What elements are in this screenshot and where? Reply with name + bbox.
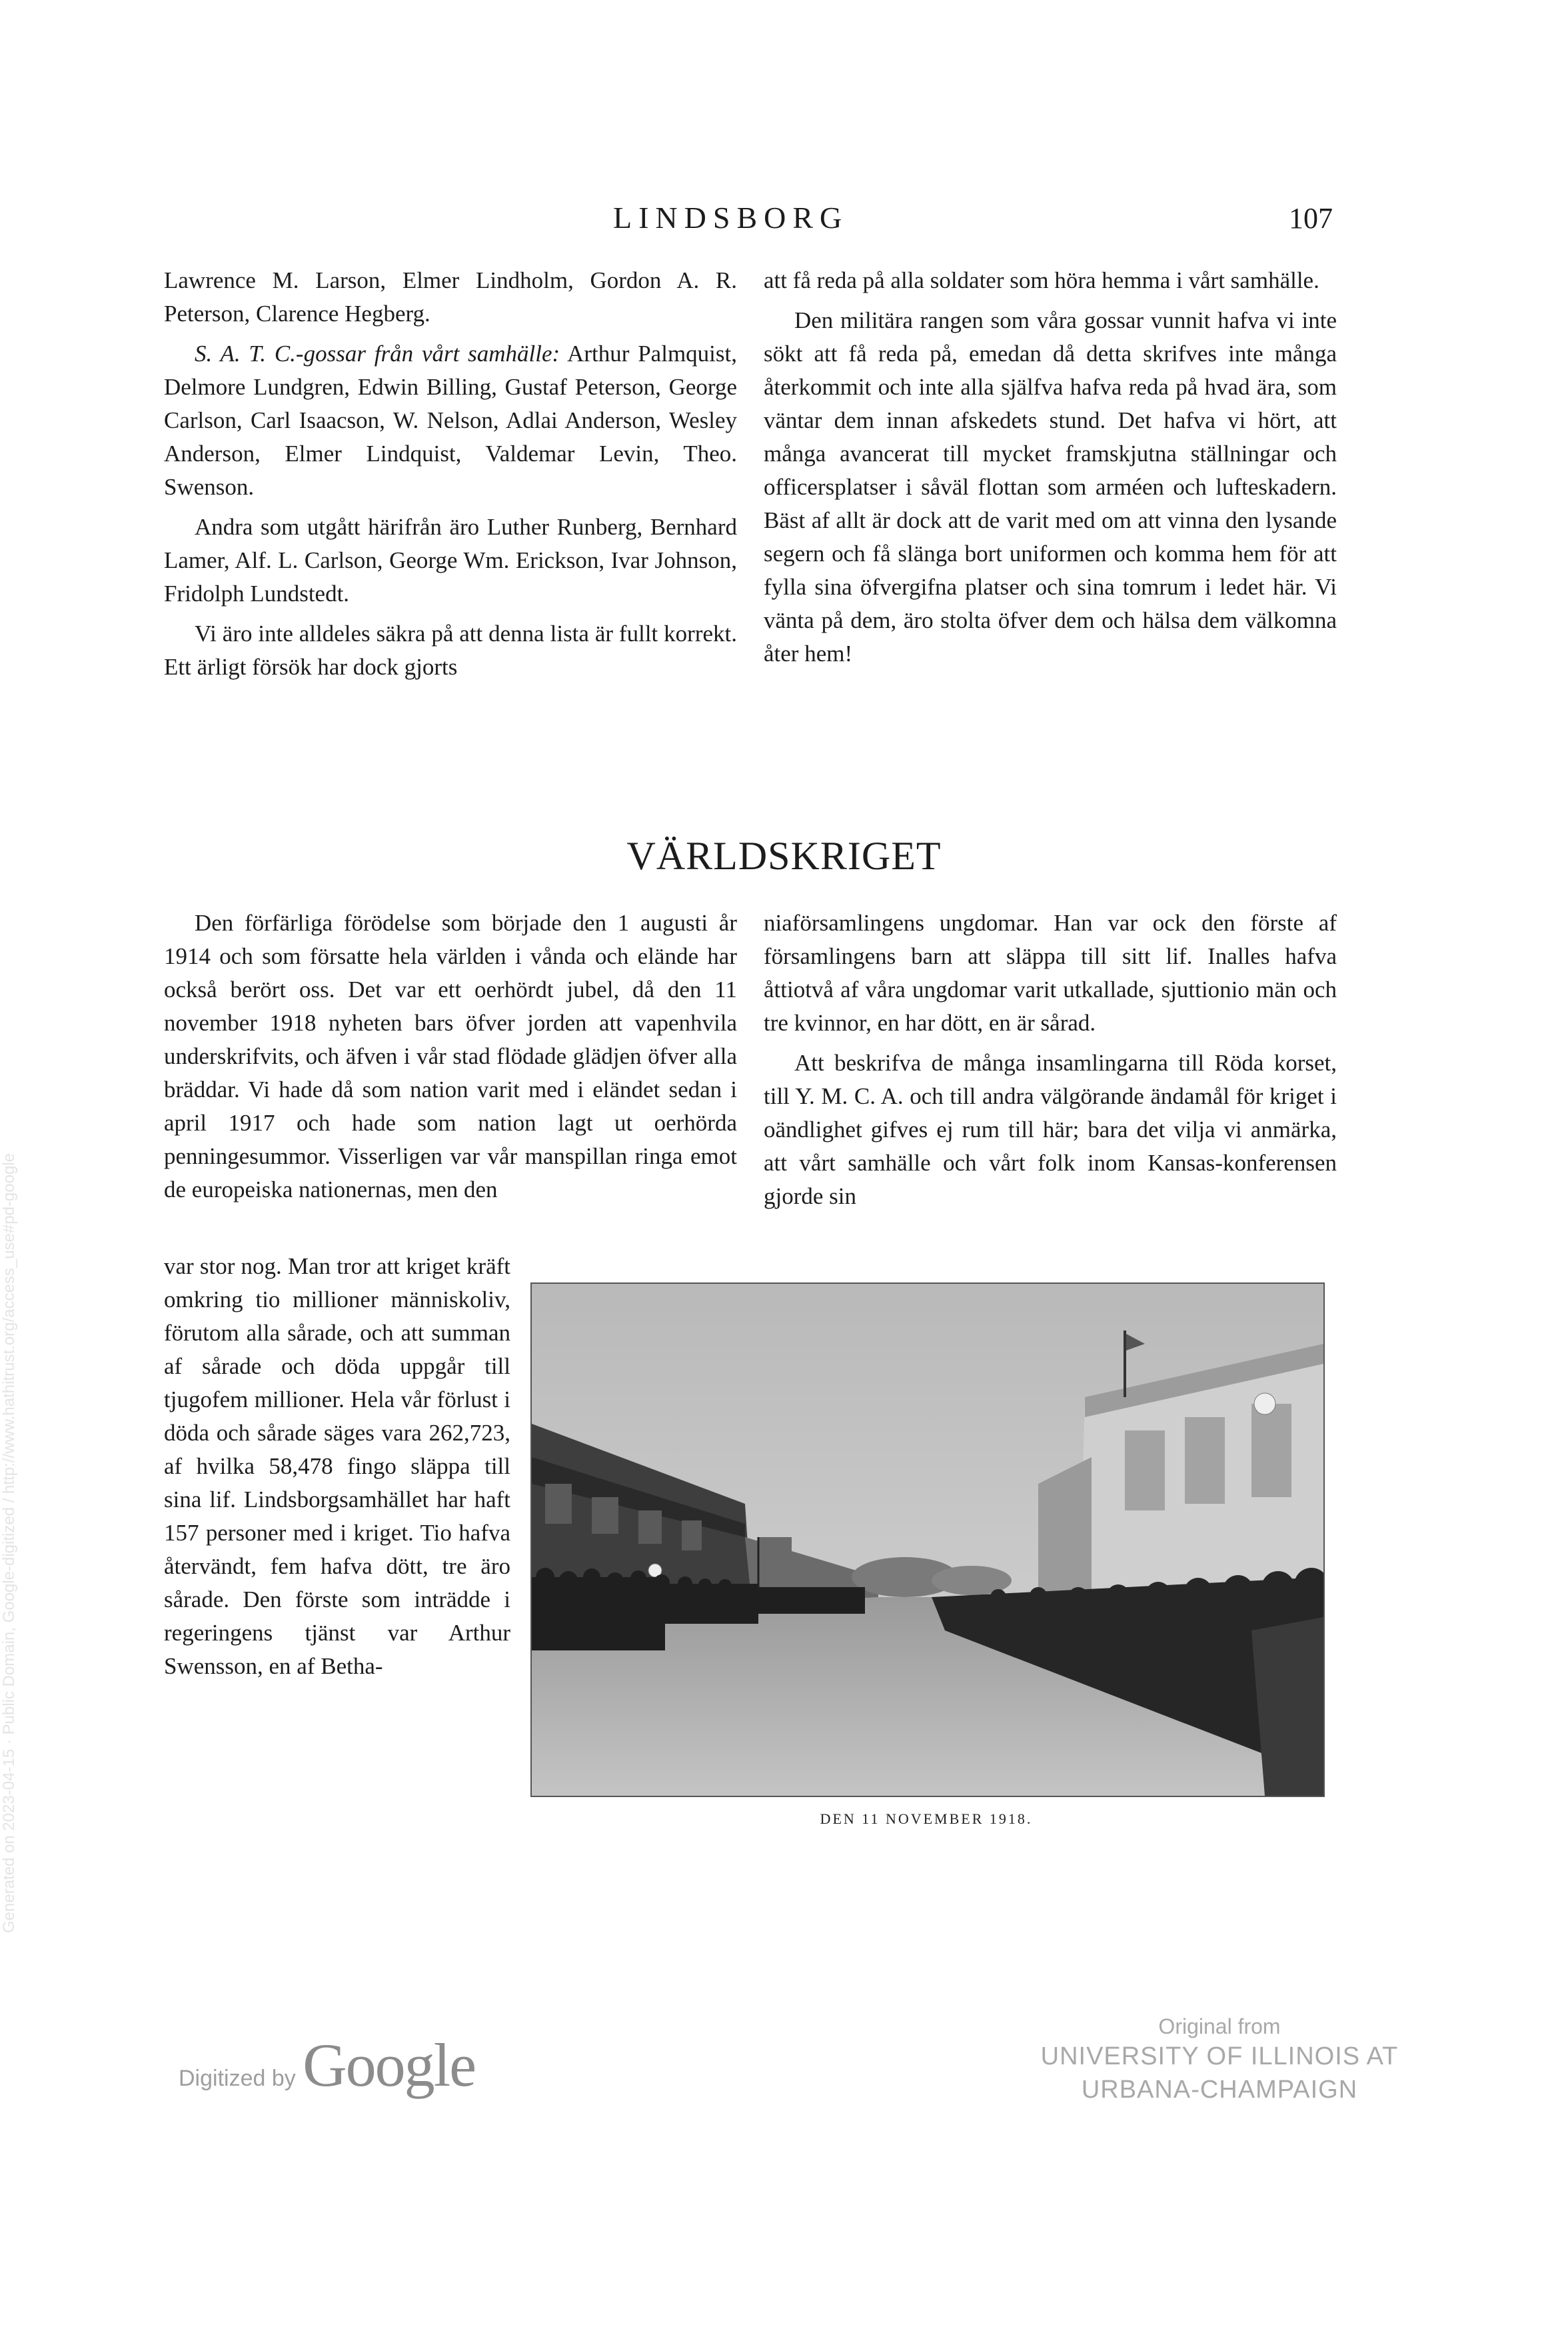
top-right-column	[764, 264, 1337, 671]
section-title: VÄRLDSKRIGET	[626, 834, 942, 878]
running-header	[0, 200, 1568, 240]
digitized-by-mark	[179, 2030, 476, 2099]
top-left-column	[164, 264, 737, 684]
paragraph: Vi äro inte alldeles säkra på att denna lista är fullt korrekt. Ett ärligt försök har dock gjorts	[164, 621, 737, 680]
running-title: LINDSBORG	[613, 201, 849, 235]
original-from-text: Original from	[1158, 2014, 1281, 2038]
paragraph: var stor nog. Man tror att kriget kräft omkring tio millioner människoliv, förutom alla sårade, och att summan af sårade och döda uppgår till tjugofem millioner. Hela vår förlust i döda och sårade säges vara 262,723, af hvilka 58,478 fingo släppa till sina lif. Lindsborgsamhället har haft 157 personer med i kriget. Tio hafva återvändt, fem hafva dött, tre äro sårade. Den förste som inträdde i regeringens tjänst var Arthur Swensson, en af Betha-	[164, 1253, 510, 1679]
library-attribution	[1013, 2013, 1426, 2106]
street-photo	[530, 1282, 1325, 1797]
body-right-column	[764, 907, 1337, 1213]
paragraph: Lawrence M. Larson, Elmer Lindholm, Gordon A. R. Peterson, Clarence Hegberg.	[164, 267, 737, 327]
page-number: 107	[1289, 202, 1333, 235]
paragraph: att få reda på alla soldater som höra hemma i vårt samhälle.	[764, 267, 1319, 293]
body-left-column	[164, 907, 737, 1206]
street-photo-image	[532, 1284, 1323, 1796]
paragraph: Den militära rangen som våra gossar vunnit hafva vi inte sökt att få reda på, emedan då detta skrifves inte många återkommit och inte alla själfva hafva reda på hvad ära, som väntar dem innan afskedets stund. Det hafva vi hört, att många avancerat till mycket framskjutna ställningar och officersplatser i såväl flottan som arméen och lufteskadern. Bäst af allt är dock att de varit med om att vinna den lysande segern och få slänga bort uniformen och komma hem för att fylla sina öfvergifna platser och sina tomrum i ledet här. Vi vänta på dem, äro stolta öfver dem och hälsa dem välkomna åter hem!	[764, 307, 1337, 667]
paragraph: Den förfärliga förödelse som började den 1 augusti år 1914 och som försatte hela världen i vånda och elände har också berört oss. Det var ett oerhördt jubel, då den 11 november 1918 nyheten bars öfver jorden att vapenhvila underskrifvits, och äfven i vår stad flödade glädjen öfver alla bräddar. Vi hade då som nation varit med i eländet sedan i april 1917 och hade som nation lagt ut oerhörda penningesummor. Visserligen var vår manspillan ringa emot de europeiska nationernas, men den	[164, 910, 737, 1202]
side-watermark: Generated on 2023-04-15 · Public Domain, Google-digitized / http://www.hathitrust.org/access_use#pd-google	[0, 1153, 18, 1934]
paragraph	[164, 337, 737, 504]
paragraph-text: Arthur Palmquist, Delmore Lundgren, Edwin Billing, Gustaf Peterson, George Carlson, Carl Isaacson, W. Nelson, Adlai Anderson, Wesley Anderson, Elmer Lindquist, Valdemar Levin, Theo. Swenson.	[164, 341, 737, 500]
paragraph: Att beskrifva de många insamlingarna till Röda korset, till Y. M. C. A. och till andra välgörande ändamål för kriget i oändlighet gifves ej rum till här; bara det vilja vi anmärka, att vårt samhälle och vårt folk inom Kansas-konferensen gjorde sin	[764, 1050, 1337, 1209]
google-logo: Google	[303, 2031, 476, 2099]
italic-heading: S. A. T. C.-gossar från vårt samhälle:	[195, 341, 560, 367]
paragraph: Andra som utgått härifrån äro Luther Runberg, Bernhard Lamer, Alf. L. Carlson, George Wm. Erickson, Ivar Johnson, Fridolph Lundstedt.	[164, 514, 737, 607]
narrow-column	[164, 1250, 510, 1683]
photo-caption: DEN 11 NOVEMBER 1918.	[820, 1810, 1033, 1827]
paragraph: niaförsamlingens ungdomar. Han var ock den förste af församlingens barn att släppa till sitt lif. Inalles hafva åttiotvå af våra ungdomar varit utkallade, sjuttionio män och tre kvinnor, en har dött, en är sårad.	[764, 910, 1337, 1036]
library-name-line1: UNIVERSITY OF ILLINOIS AT	[1040, 2042, 1399, 2070]
library-name-line2: URBANA-CHAMPAIGN	[1081, 2076, 1358, 2104]
digitized-by-text: Digitized by	[179, 2066, 296, 2091]
